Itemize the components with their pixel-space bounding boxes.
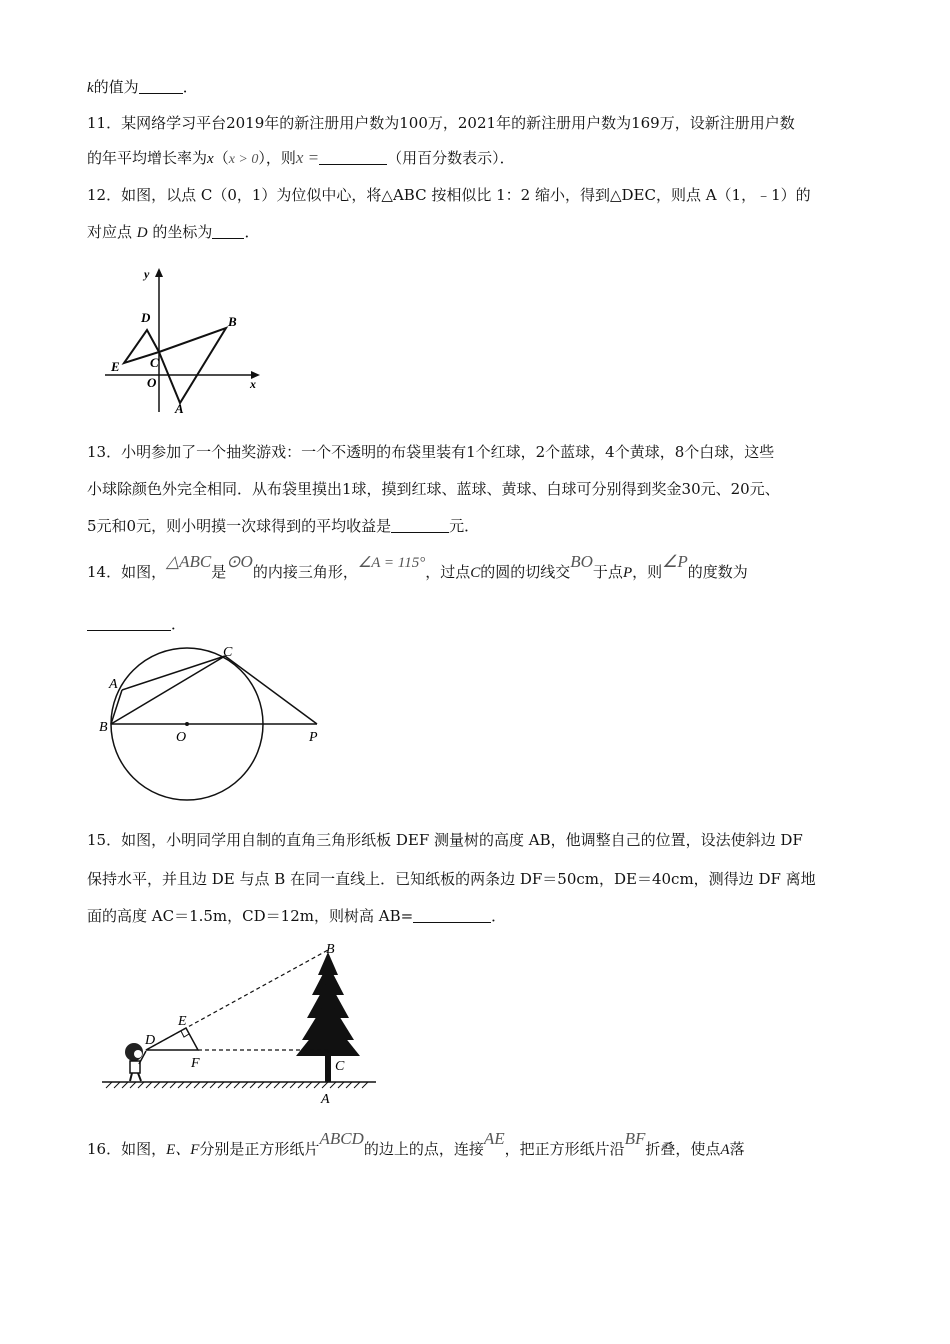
label-c: C <box>335 1059 345 1074</box>
answer-blank <box>319 150 387 165</box>
label-b: B <box>228 314 237 329</box>
triangle-abc <box>159 328 226 403</box>
label-o: O <box>176 730 187 745</box>
y-axis-arrow-icon <box>155 268 163 277</box>
ground-hatch <box>106 1082 368 1088</box>
segment-ac <box>122 656 225 690</box>
label-b: B <box>99 720 108 735</box>
segment-bc <box>111 656 225 724</box>
label-b: B <box>326 942 335 957</box>
answer-blank <box>413 908 491 923</box>
label-a: A <box>109 677 118 692</box>
q14-line1: 14．如图，△ABC是⊙O的内接三角形，∠A = 115°，过点C的圆的切线交BO于点P，则∠P的度数为 <box>87 552 748 581</box>
label-o: O <box>147 375 157 390</box>
label-d: D <box>141 310 151 325</box>
q15-line3: 面的高度 AC＝1.5m，CD＝12m，则树高 AB= ． <box>87 907 507 925</box>
q13-line3: 5元和0元，则小明摸一次球得到的平均收益是 元． <box>87 517 480 535</box>
answer-blank <box>212 224 244 239</box>
q12-figure <box>100 262 270 417</box>
label-e: E <box>111 359 120 374</box>
q11-line1: 11．某网络学习平台2019年的新注册用户数为100万，2021年的新注册用户数为169万，设新注册用户数 <box>87 114 795 132</box>
q12-line2: 对应点 D 的坐标为 ． <box>87 223 260 241</box>
q15-line2: 保持水平，并且边 DE 与点 B 在同一直线上．已知纸板的两条边 DF＝50cm，DE＝40cm，测得边 DF 离地 <box>87 870 816 888</box>
tangent-cp <box>225 656 317 724</box>
label-c: C <box>150 355 159 370</box>
label-e: E <box>178 1014 187 1029</box>
var-k: k <box>87 80 94 96</box>
q15-figure <box>98 940 383 1110</box>
person-icon <box>125 1043 146 1081</box>
center-point-icon <box>185 722 189 726</box>
answer-blank <box>139 79 183 94</box>
q13-line2: 小球除颜色外完全相同．从布袋里摸出1球，摸到红球、蓝球、黄球、白球可分别得到奖金30元、20元、 <box>87 480 780 498</box>
q11-line2: 的年平均增长率为x（x > 0），则x = （用百分数表示）． <box>87 148 515 167</box>
answer-blank <box>87 616 171 631</box>
label-a: A <box>175 401 184 416</box>
answer-blank <box>391 518 449 533</box>
label-p: P <box>309 730 318 745</box>
label-f: F <box>191 1056 200 1071</box>
q13-line1: 13．小明参加了一个抽奖游戏：一个不透明的布袋里装有1个红球，2个蓝球，4个黄球，8个白球，这些 <box>87 443 775 461</box>
label-c: C <box>223 645 233 660</box>
q16-line1: 16．如图，E、F分别是正方形纸片ABCD的边上的点，连接AE，把正方形纸片沿BF折叠，使点A落 <box>87 1129 745 1158</box>
q14-figure <box>95 642 335 804</box>
label-d: D <box>145 1033 156 1048</box>
label-x: x <box>250 377 256 391</box>
label-y: y <box>144 267 150 281</box>
q15-line1: 15．如图，小明同学用自制的直角三角形纸板 DEF 测量树的高度 AB，他调整自己的位置，设法使斜边 DF <box>87 831 803 849</box>
q14-line2: ． <box>87 614 186 634</box>
q12-line1: 12．如图，以点 C（0，1）为位似中心，将△ABC 按相似比 1：2 缩小，得到△DEC，则点 A（1，﹣1）的 <box>87 186 811 204</box>
label-a: A <box>321 1092 330 1107</box>
q10-line: k的值为 ． <box>87 78 198 96</box>
